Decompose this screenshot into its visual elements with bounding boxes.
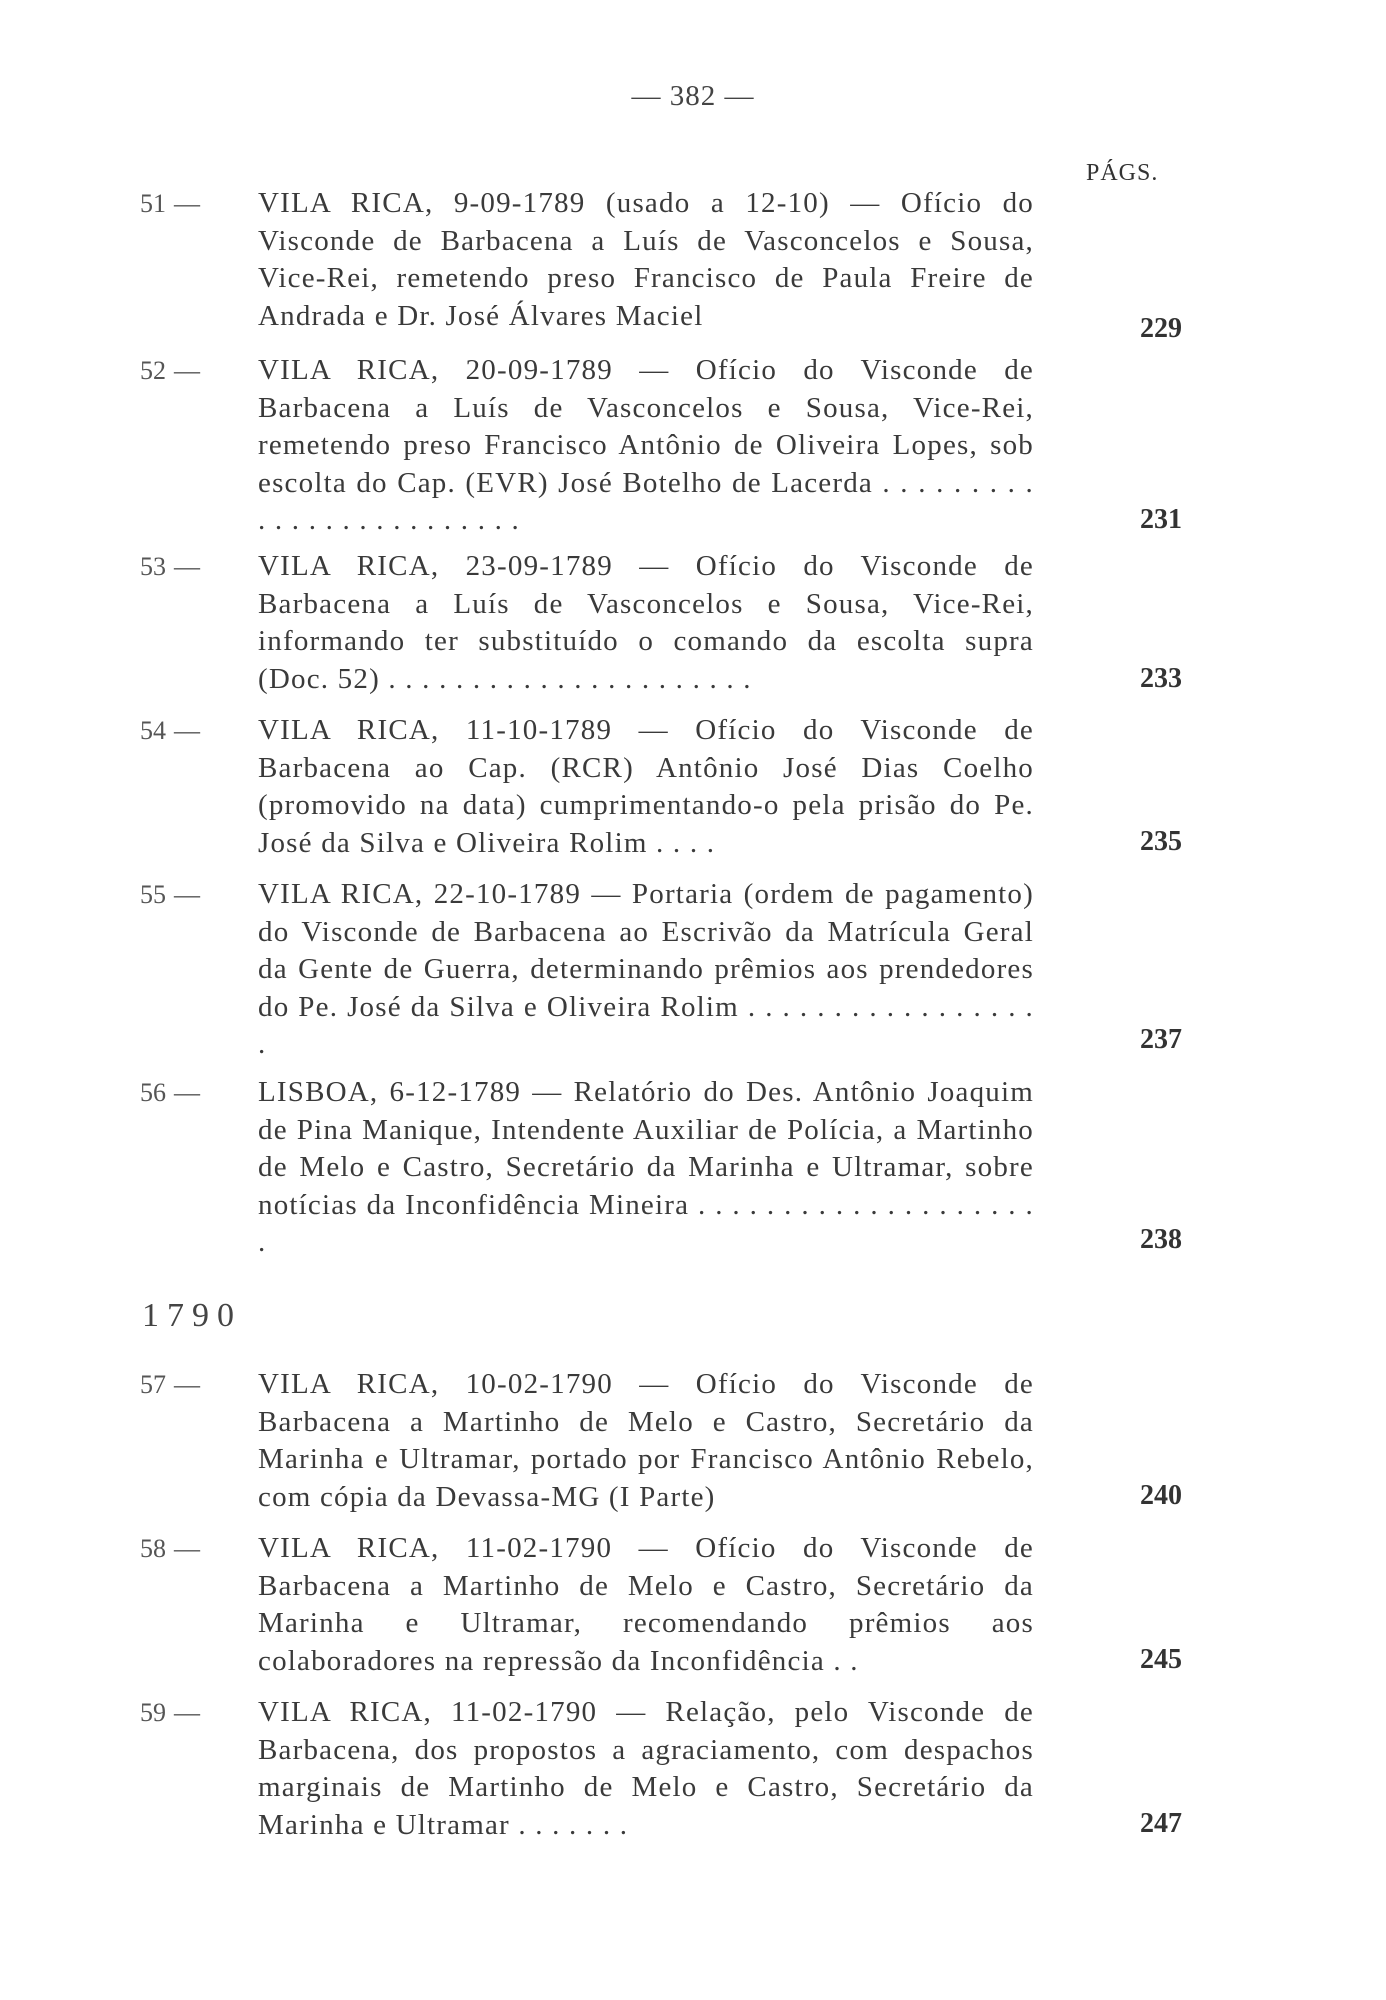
entry-description: LISBOA, 6-12-1789 — Relatório do Des. Antônio Joaquim de Pina Manique, Intendente Auxiliar de Polícia, a Martinho de Melo e Castro, Secretário da Marinha e Ultramar, sobre notícias da Inconfidência Mineira . . . . . . . . . . . . . . . . . . . . . [258,1076,1034,1258]
entry-number: 56 [140,1078,166,1107]
entry-number: 58 [140,1534,166,1563]
entry-description: VILA RICA, 11-02-1790 — Ofício do Visconde de Barbacena a Martinho de Melo e Castro, Secretário da Marinha e Ultramar, recomendando prêmios aos colaboradores na repressão da Inconfidência . . [258,1532,1034,1677]
entry-page-ref: 245 [1140,1644,1182,1675]
entry-page-ref: 238 [1140,1224,1182,1255]
entry-number: 51 [140,189,166,218]
entry-number: 54 [140,716,166,745]
entry-number: 53 [140,552,166,581]
entry-number: 55 [140,880,166,909]
entry-page-ref: 235 [1140,826,1182,857]
entry-description: VILA RICA, 11-02-1790 — Relação, pelo Visconde de Barbacena, dos propostos a agraciamento, com despachos marginais de Martinho de Melo e Castro, Secretário da Marinha e Ultramar . . . . . . . [258,1696,1034,1841]
entry-number: 59 [140,1698,166,1727]
document-page: — 382 — PÁGS. 51 — VILA RICA, 9-09-1789 (usado a 12-10) — Ofício do Visconde de Barbacena a Luís de Vasconcelos e Sousa, Vice-Rei, remetendo preso Francisco de Paula Freire de Andrada e Dr. José Álvares Maciel 229 52 — VILA RICA, 20-09-1789 — Ofício do Visconde de Barbacena a Luís de Vasconcelos e Sousa, Vice-Rei, remetendo preso Francisco Antônio de Oliveira Lopes, sob escolta do Cap. (EVR) José Botelho de Lacerda . . . . . . . . . . . . . . . . . . . . . . . . . 231 53 — VILA RICA, 23-09-1789 — Ofício do Visconde de Barbacena a Luís de Vasconcelos e Sousa, Vice-Rei, informando ter substituído o comando da escolta supra (Doc. 52) . . . . . . . . . . . . . . . . . . . . . . 233 54 — VILA RICA, 11-10-1789 — Ofício do Visconde de Barbacena ao Cap. (RCR) Antônio José Dias Coelho (promovido na data) cumprimentando-o pela prisão do Pe. José da Silva e Oliveira Rolim . . . . 235 55 — VILA RICA, 22-10-1789 — Portaria (ordem de pagamento) do Visconde de Barbacena ao Escrivão da Matrícula Geral da Gente de Guerra, determinando prêmios aos prendedores do Pe. José da Silva e Oliveira Rolim . . . . . . . . . . . . . . . . . . 237 56 — LISBOA, 6-12-1789 — Relatório do Des. Antônio Joaquim de Pina Manique, Intendente Auxiliar de Polícia, a Martinho de Melo e Castro, Secretário da Marinha e Ultramar, sobre notícias da Inconfidência Mineira . . . . . . . . . . . . . . . . . . . . . 238 1790 57 — VILA RICA, 10-02-1790 — Ofício do Visconde de Barbacena a Martinho de Melo e Castro, Secretário da Marinha e Ultramar, portado por Francisco Antônio Rebelo, com cópia da Devassa-MG (I Parte) 240 58 — VILA RICA, 11-02-1790 — Ofício do Visconde de Barbacena a Martinho de Melo e Castro, Secretário da Marinha e Ultramar, recomendando prêmios aos colaboradores na repressão da Inconfidência . . 245 59 — VILA RICA, 11-02-1790 — Relação, pelo Visconde de Barbacena, dos propostos a agraciamento, com despachos marginais de Martinho de Melo e Castro, Secretário da Marinha e Ultramar . . . . . . . 247 [0,0,1386,2000]
year-heading: 1790 [142,1297,242,1334]
entry-page-ref: 231 [1140,504,1182,535]
entry-number: 57 [140,1370,166,1399]
entry-description: VILA RICA, 11-10-1789 — Ofício do Visconde de Barbacena ao Cap. (RCR) Antônio José Dias Coelho (promovido na data) cumprimentando-o pela prisão do Pe. José da Silva e Oliveira Rolim . . . . [258,714,1034,859]
entry-page-ref: 233 [1140,663,1182,694]
entry-page-ref: 229 [1140,313,1182,344]
entry-page-ref: 240 [1140,1480,1182,1511]
entry-description: VILA RICA, 23-09-1789 — Ofício do Visconde de Barbacena a Luís de Vasconcelos e Sousa, Vice-Rei, informando ter substituído o comando da escolta supra (Doc. 52) . . . . . . . . . . . . . . . . . . . . . . [258,550,1034,695]
entry-description: VILA RICA, 9-09-1789 (usado a 12-10) — Ofício do Visconde de Barbacena a Luís de Vasconcelos e Sousa, Vice-Rei, remetendo preso Francisco de Paula Freire de Andrada e Dr. José Álvares Maciel [258,187,1034,332]
entry-page-ref: 237 [1140,1024,1182,1055]
entry-number: 52 [140,356,166,385]
page-number: — 382 — [631,80,755,112]
entry-description: VILA RICA, 20-09-1789 — Ofício do Visconde de Barbacena a Luís de Vasconcelos e Sousa, Vice-Rei, remetendo preso Francisco Antônio de Oliveira Lopes, sob escolta do Cap. (EVR) José Botelho de Lacerda . . . . . . . . . . . . . . . . . . . . . . . . . [258,354,1034,536]
entry-description: VILA RICA, 22-10-1789 — Portaria (ordem de pagamento) do Visconde de Barbacena ao Escrivão da Matrícula Geral da Gente de Guerra, determinando prêmios aos prendedores do Pe. José da Silva e Oliveira Rolim . . . . . . . . . . . . . . . . . . [258,878,1034,1060]
entry-description: VILA RICA, 10-02-1790 — Ofício do Visconde de Barbacena a Martinho de Melo e Castro, Secretário da Marinha e Ultramar, portado por Francisco Antônio Rebelo, com cópia da Devassa-MG (I Parte) [258,1368,1034,1513]
entry-page-ref: 247 [1140,1808,1182,1839]
pages-column-header: PÁGS. [1086,160,1159,186]
